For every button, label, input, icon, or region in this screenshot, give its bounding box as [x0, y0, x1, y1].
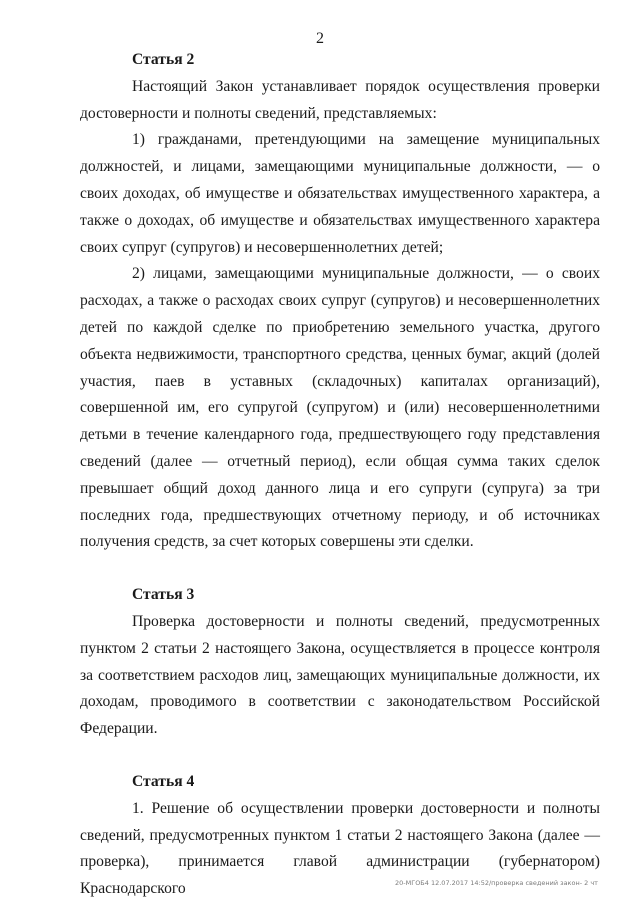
paragraph: 2) лицами, замещающими муниципальные должности, — о своих расходах, а также о расходах своих супруг (супругов) и несовершеннолетних детей по каждой сделке по приобретению земельного участка, другого объекта недвижимости, транспортного средства, ценных бумаг, акций (долей участия, паев в уставных (складочных) капиталах организаций), совершенной им, его супругой (супругом) и (или) несовершеннолетними детьми в течение календарного года, предшествующего году представления сведений (далее — отчетный период), если общая сумма таких сделок превышает общий доход данного лица и его супруги (супруга) за три последних года, предшествующих отчетному периоду, и об источниках получения средств, за счет которых совершены эти сделки.: [80, 265, 600, 551]
article-3: [80, 582, 600, 743]
paragraph: Проверка достоверности и полноты сведений, предусмотренных пунктом 2 статьи 2 настоящего Закона, осуществляется в процессе контроля за соответствием расходов лиц, замещающих муниципальные должности, их доходам, проводимого в соответствии с законодательством Российской Федерации.: [80, 612, 600, 738]
document-body: [80, 47, 600, 903]
article-heading: Статья 2: [132, 51, 195, 68]
article-2: [80, 47, 600, 556]
paragraph: 1) гражданами, претендующими на замещение муниципальных должностей, и лицами, замещающими муниципальные должности, — о своих доходах, об имуществе и обязательствах имущественного характера, а также о доходах, об имуществе и обязательствах имущественного характера своих супруг (супругов) и несовершеннолетних детей;: [80, 131, 600, 256]
footer-stamp: 20-МГОБ4 12.07.2017 14:52/проверка сведений закон- 2 чт: [395, 879, 598, 887]
paragraph: 1. Решение об осуществлении проверки достоверности и полноты сведений, предусмотренных пунктом 1 статьи 2 настоящего Закона (далее — проверка), принимается главой администрации (губернатором) Краснодарского: [80, 799, 600, 898]
article-heading: Статья 3: [132, 586, 195, 604]
page-number: 2: [316, 30, 324, 47]
article-heading: Статья 4: [132, 772, 195, 790]
paragraph: Настоящий Закон устанавливает порядок осуществления проверки достоверности и полноты сведений, представляемых:: [80, 77, 600, 122]
